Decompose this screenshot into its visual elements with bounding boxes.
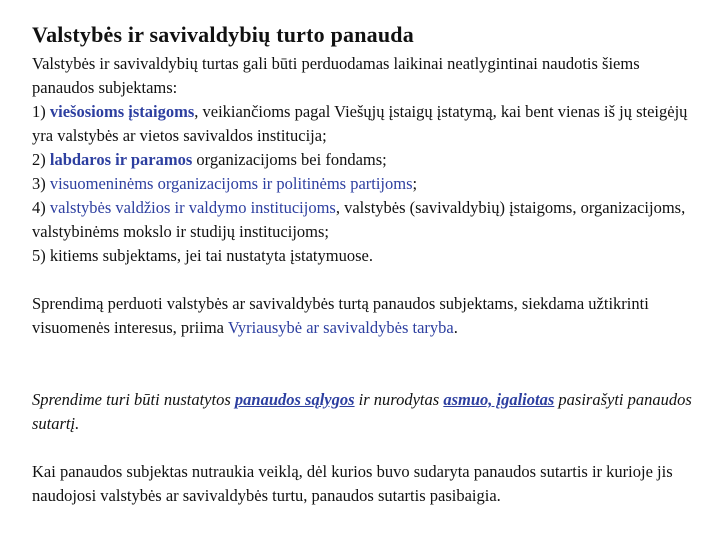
conditions-text-2: ir nurodytas xyxy=(354,390,444,409)
decision-text: Sprendimą perduoti valstybės ar savivaldybės turtą panaudos subjektams, siekdama užtikrinti visuomenės interesus, priima xyxy=(32,294,649,337)
list-item-3-text: ; xyxy=(412,174,418,193)
list-item-4-highlight: valstybės valdžios ir valdymo institucijoms xyxy=(49,198,336,217)
conditions-highlight-2: asmuo, įgaliotas xyxy=(443,390,555,409)
subjects-section xyxy=(32,52,692,268)
list-item-4-text: , valstybės (savivaldybių) įstaigoms, organizacijoms, valstybinėms mokslo ir studijų institucijoms; xyxy=(32,198,686,241)
list-item-2-text: organizacijoms bei fondams; xyxy=(192,150,387,169)
list-item-1-number: 1) xyxy=(32,102,50,121)
page-title: Valstybės ir savivaldybių turto panauda xyxy=(32,22,414,47)
conditions-highlight-1: panaudos sąlygos xyxy=(234,390,355,409)
list-item-3-number: 3) xyxy=(32,174,50,193)
list-item-2 xyxy=(32,148,692,172)
list-item-5: 5) kitiems subjektams, jei tai nustatyta įstatymuose. xyxy=(32,246,373,265)
conditions-section xyxy=(32,388,692,436)
list-item-1-highlight: viešosioms įstaigoms xyxy=(49,102,195,121)
decision-paragraph xyxy=(32,292,692,340)
list-item-1-text: , veikiančioms pagal Viešųjų įstaigų įstatymą, kai bent vienas iš jų steigėjų yra valstybės ar vietos savivaldos institucija; xyxy=(32,102,688,145)
termination-paragraph: Kai panaudos subjektas nutraukia veiklą, dėl kurios buvo sudaryta panaudos sutartis ir kurioje jis naudojosi valstybės ar savivaldybės turtu, panaudos sutartis pasibaigia. xyxy=(32,462,673,505)
subjects-intro: Valstybės ir savivaldybių turtas gali būti perduodamas laikinai neatlygintinai naudotis šiems panaudos subjektams: xyxy=(32,54,640,97)
list-item-2-highlight: labdaros ir paramos xyxy=(49,150,193,169)
conditions-paragraph xyxy=(32,388,692,436)
conditions-text-1: Sprendime turi būti nustatytos xyxy=(32,390,235,409)
list-item-1 xyxy=(32,100,692,148)
list-item-4 xyxy=(32,196,692,244)
list-item-4-number: 4) xyxy=(32,198,50,217)
list-item-3-highlight: visuomeninėms organizacijoms ir politinėms partijoms xyxy=(49,174,413,193)
decision-section xyxy=(32,292,692,340)
list-item-3 xyxy=(32,172,692,196)
list-item-2-number: 2) xyxy=(32,150,50,169)
termination-section xyxy=(32,460,692,508)
decision-highlight: Vyriausybė ar savivaldybės taryba xyxy=(227,318,454,337)
decision-end: . xyxy=(453,318,458,337)
conditions-text-3: pasirašyti panaudos sutartį. xyxy=(32,390,692,433)
